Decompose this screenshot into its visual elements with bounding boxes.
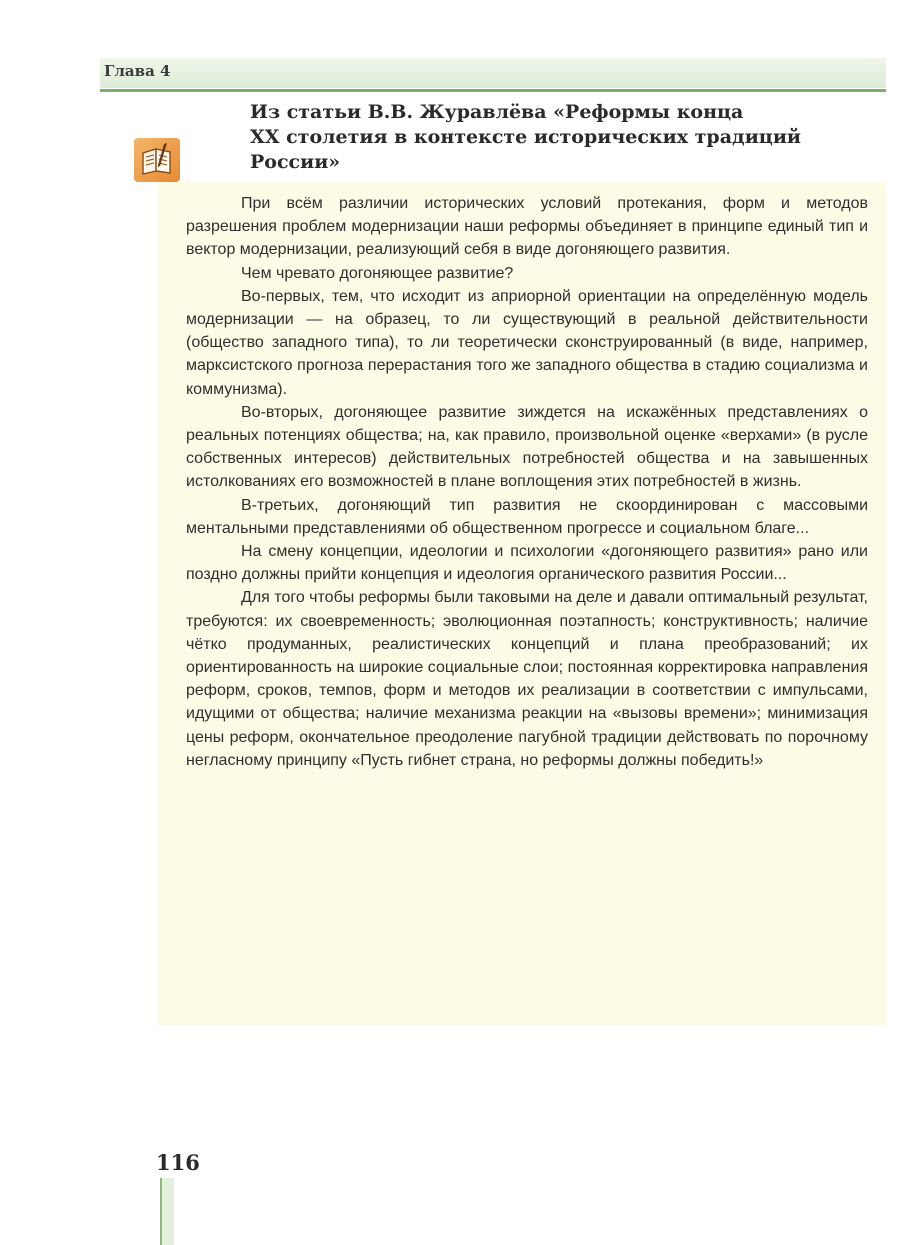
source-title-line: России» xyxy=(250,151,341,173)
paragraph: Во-первых, тем, что исходит из априорной ориентации на определённую модель модернизации — на образец, то ли существующий в реальной действительности (общество западного типа), то ли теоретически сконструированный (в виде, например, марксистского прогноза перерастания того же западного общества в стадию социализма и коммунизма). xyxy=(186,287,868,398)
chapter-header-band xyxy=(100,58,886,88)
source-title-line: Из статьи В.В. Журавлёва «Реформы конца xyxy=(250,101,744,123)
excerpt-text xyxy=(186,192,868,772)
source-title xyxy=(250,100,850,175)
chapter-label: Глава 4 xyxy=(104,62,171,80)
paragraph: Чем чревато догоняющее развитие? xyxy=(241,264,514,282)
page-number: 116 xyxy=(156,1150,200,1175)
margin-bar xyxy=(160,1178,174,1245)
paragraph: Для того чтобы реформы были таковыми на деле и давали оптимальный результат, требуются: их своевременность; эволюционная поэтапность; конструктивность; наличие чётко продуманных, реалистических концепций и плана преобразований; их ориентированность на широкие социальные слои; постоянная корректировка направления реформ, сроков, темпов, форм и методов их реализации в соответствии с импульсами, идущими от общества; наличие механизма реакции на «вызовы времени»; минимизация цены реформ, окончательное преодоление пагубной традиции действовать по порочному негласному принципу «Пусть гибнет страна, но реформы должны победить!» xyxy=(186,589,868,769)
source-title-line: XX столетия в контексте исторических традиций xyxy=(250,126,802,148)
paragraph: На смену концепции, идеологии и психологии «догоняющего развития» рано или поздно должны прийти концепция и идеология органического развития России... xyxy=(186,543,868,584)
chapter-divider xyxy=(100,89,886,92)
book-icon xyxy=(134,138,180,182)
paragraph: При всём различии исторических условий протекания, форм и методов разрешения проблем модернизации наши реформы объединяет в принципе единый тип и вектор модернизации, реализующий себя в виде догоняющего развития. xyxy=(186,195,868,259)
paragraph: Во-вторых, догоняющее развитие зиждется на искажённых представлениях о реальных потенциях общества; на, как правило, произвольной оценке «верхами» (в русле собственных интересов) действительных потребностей общества и на завышенных истолкованиях его возможностей в плане воплощения этих потребностей в жизнь. xyxy=(186,403,868,491)
paragraph: В-третьих, догоняющий тип развития не скоординирован с массовыми ментальными представлениями об общественном прогрессе и социальном благе... xyxy=(186,496,868,537)
